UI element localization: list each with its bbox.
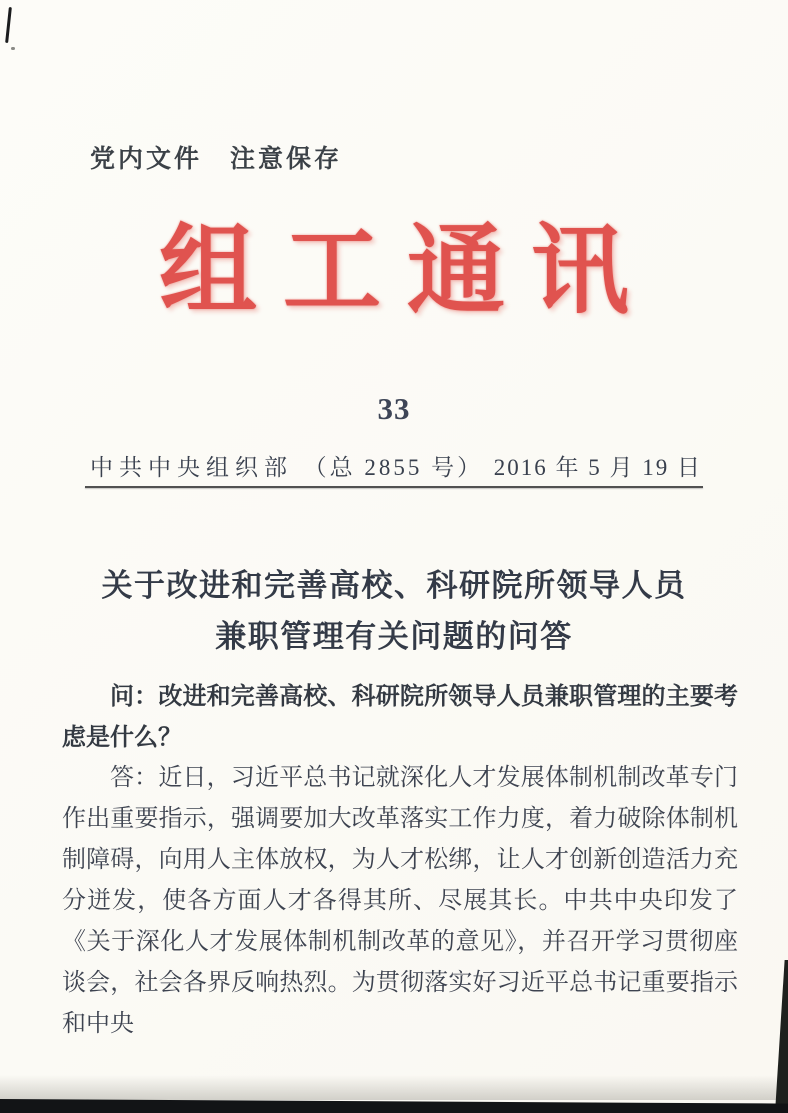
newsletter-masthead-title: 组工通讯	[158, 214, 655, 328]
publisher-name: 中共中央组织部	[90, 455, 293, 480]
article-title	[0, 560, 788, 662]
article-title-line1: 关于改进和完善高校、科研院所领导人员	[101, 568, 687, 603]
scan-artifact-corner-mark	[5, 7, 12, 43]
answer-paragraph: 答：近日，习近平总书记就深化人才发展体制机制改革专门作出重要指示，强调要加大改革落实工作力度，着力破除体制机制障碍，向用人主体放权，为人才松绑，让人才创新创造活力充分迸发，使各方面人才各得其所、尽展其长。中共中央印发了《关于深化人才发展体制机制改革的意见》，并召开学习贯彻座谈会，社会各界反响热烈。为贯彻落实好习近平总书记重要指示和中央	[62, 765, 738, 1037]
question-paragraph: 问：改进和完善高校、科研院所领导人员兼职管理的主要考虑是什么？	[62, 683, 738, 751]
masthead-divider-rule	[85, 486, 703, 488]
issue-number: 33	[377, 391, 411, 426]
article-title-line2: 兼职管理有关问题的问答	[215, 619, 573, 654]
scan-artifact-bottom-shade	[0, 1075, 788, 1100]
serial-number: （总 2855 号）	[303, 455, 484, 480]
masthead-info-row	[90, 449, 702, 482]
scan-artifact-bottom-edge	[0, 1099, 788, 1113]
scan-artifact-dot	[11, 47, 15, 50]
scan-artifact-right-edge	[775, 960, 788, 1113]
article-body	[62, 676, 738, 1045]
classification-notice: 党内文件 注意保存	[90, 145, 343, 173]
publication-date: 2016 年 5 月 19 日	[493, 455, 702, 480]
